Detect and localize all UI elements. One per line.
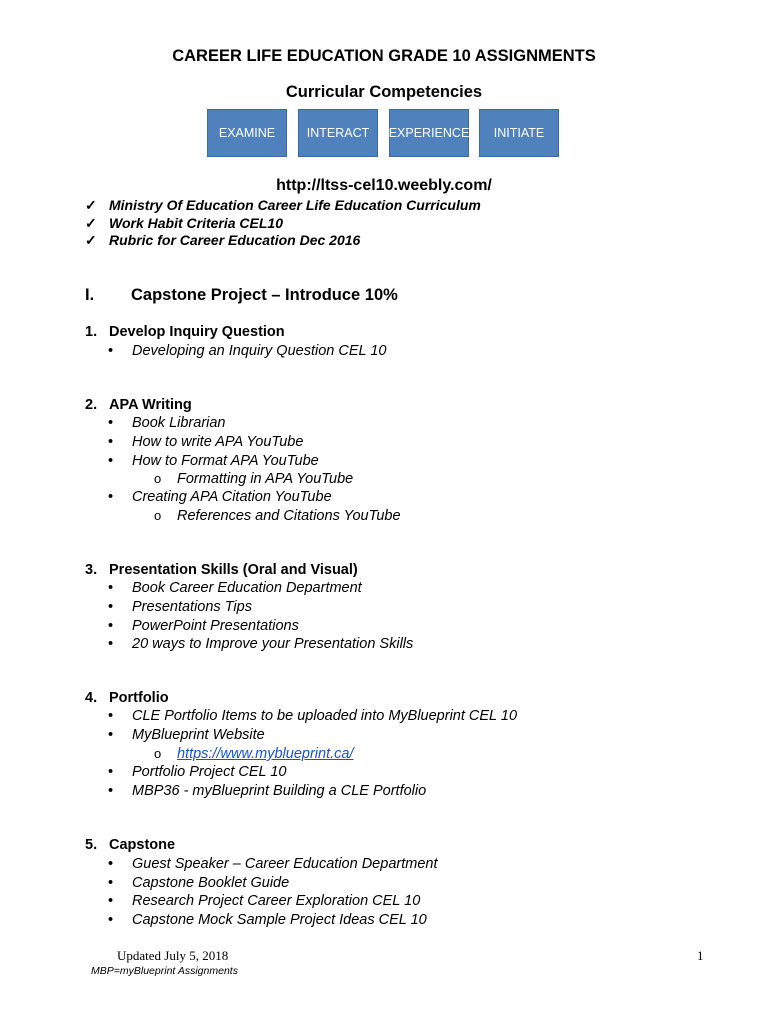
bullet-icon: • — [108, 415, 114, 431]
list-item[interactable] — [108, 636, 413, 652]
competency-experience: EXPERIENCE — [389, 109, 469, 157]
sub-bullet-icon: o — [154, 471, 162, 486]
list-item-label: Presentations Tips — [132, 599, 252, 615]
bullet-icon: • — [108, 708, 114, 724]
list-item-label: PowerPoint Presentations — [132, 618, 299, 634]
list-item-label: How to Format APA YouTube — [132, 453, 319, 469]
item-title: Presentation Skills (Oral and Visual) — [109, 562, 358, 578]
document-title: CAREER LIFE EDUCATION GRADE 10 ASSIGNMENTS — [172, 47, 596, 65]
list-item[interactable] — [108, 875, 289, 891]
footer-note: MBP=myBlueprint Assignments — [91, 965, 238, 977]
bullet-icon: • — [108, 875, 114, 891]
checklist-item[interactable] — [85, 232, 360, 249]
bullet-icon: • — [108, 434, 114, 450]
item-number: 3. — [85, 562, 98, 578]
list-item-label: CLE Portfolio Items to be uploaded into MyBlueprint CEL 10 — [132, 708, 518, 724]
item-number: 5. — [85, 837, 98, 853]
footer-updated: Updated July 5, 2018 — [117, 948, 229, 963]
myblueprint-link[interactable]: https://www.myblueprint.ca/ — [177, 746, 354, 762]
item-heading — [85, 562, 358, 578]
checklist-item[interactable] — [85, 215, 283, 232]
item-heading — [85, 690, 169, 706]
list-item[interactable] — [108, 783, 426, 799]
sub-list-item[interactable] — [154, 508, 401, 524]
list-item[interactable] — [108, 599, 252, 615]
list-item-label: Research Project Career Exploration CEL 10 — [132, 893, 421, 909]
list-item-label: Capstone Booklet Guide — [132, 875, 290, 891]
bullet-icon: • — [108, 727, 114, 743]
section-number: I. — [85, 286, 95, 304]
sub-list-item[interactable] — [154, 746, 354, 762]
item-heading — [85, 324, 285, 340]
list-item-label: 20 ways to Improve your Presentation Skills — [132, 636, 414, 652]
list-item-label: Portfolio Project CEL 10 — [132, 764, 287, 780]
item-title: Develop Inquiry Question — [109, 324, 285, 340]
bullet-icon: • — [108, 580, 114, 596]
bullet-icon: • — [108, 856, 114, 872]
list-item-label: Developing an Inquiry Question CEL 10 — [132, 343, 387, 359]
item-title: APA Writing — [109, 397, 192, 413]
item-number: 2. — [85, 397, 98, 413]
list-item[interactable] — [108, 453, 319, 469]
bullet-icon: • — [108, 783, 114, 799]
sub-bullet-icon: o — [154, 508, 162, 523]
item-title: Portfolio — [109, 690, 169, 706]
competency-interact: INTERACT — [298, 109, 378, 157]
checkmark-icon: ✓ — [85, 197, 97, 213]
bullet-icon: • — [108, 489, 114, 505]
list-item[interactable] — [108, 764, 286, 780]
list-item-label: Book Career Education Department — [132, 580, 362, 596]
bullet-icon: • — [108, 618, 114, 634]
list-item-label: MyBlueprint Website — [132, 727, 265, 743]
section-title: Capstone Project – Introduce 10% — [131, 286, 398, 304]
bullet-icon: • — [108, 599, 114, 615]
page-number: 1 — [697, 948, 704, 963]
checklist-label: Ministry Of Education Career Life Education Curriculum — [109, 197, 481, 213]
list-item[interactable] — [108, 580, 362, 596]
item-heading — [85, 397, 192, 413]
list-item-label: Guest Speaker – Career Education Department — [132, 856, 438, 872]
list-item[interactable] — [108, 727, 265, 743]
list-item[interactable] — [108, 708, 517, 724]
bullet-icon: • — [108, 636, 114, 652]
competency-initiate: INITIATE — [479, 109, 559, 157]
list-item[interactable] — [108, 415, 226, 431]
list-item[interactable] — [108, 434, 303, 450]
document-subtitle: Curricular Competencies — [285, 83, 483, 101]
list-item[interactable] — [108, 912, 427, 928]
checkmark-icon: ✓ — [85, 232, 97, 248]
checkmark-icon: ✓ — [85, 215, 97, 231]
item-number: 1. — [85, 324, 98, 340]
list-item[interactable] — [108, 343, 386, 359]
bullet-icon: • — [108, 893, 114, 909]
checklist-item[interactable] — [85, 197, 481, 214]
checklist-label: Work Habit Criteria CEL10 — [109, 215, 284, 231]
bullet-icon: • — [108, 764, 114, 780]
item-title: Capstone — [109, 837, 176, 853]
list-item-label: Formatting in APA YouTube — [177, 471, 354, 487]
list-item-label: References and Citations YouTube — [177, 508, 401, 524]
list-item-label: MBP36 - myBlueprint Building a CLE Portfolio — [132, 783, 427, 799]
list-item-label: How to write APA YouTube — [132, 434, 304, 450]
sub-bullet-icon: o — [154, 746, 162, 761]
bullet-icon: • — [108, 912, 114, 928]
website-link[interactable]: http://ltss-cel10.weebly.com/ — [276, 177, 492, 194]
sub-list-item[interactable] — [154, 471, 353, 487]
bullet-icon: • — [108, 343, 114, 359]
item-number: 4. — [85, 690, 98, 706]
list-item[interactable] — [108, 489, 332, 505]
list-item[interactable] — [108, 618, 299, 634]
list-item-label: Capstone Mock Sample Project Ideas CEL 10 — [132, 912, 427, 928]
competency-examine: EXAMINE — [207, 109, 287, 157]
item-heading — [85, 837, 175, 853]
section-heading — [85, 286, 398, 305]
list-item[interactable] — [108, 893, 420, 909]
bullet-icon: • — [108, 453, 114, 469]
list-item[interactable] — [108, 856, 437, 872]
list-item-label: Creating APA Citation YouTube — [132, 489, 332, 505]
list-item-label: Book Librarian — [132, 415, 226, 431]
checklist-label: Rubric for Career Education Dec 2016 — [109, 232, 361, 248]
